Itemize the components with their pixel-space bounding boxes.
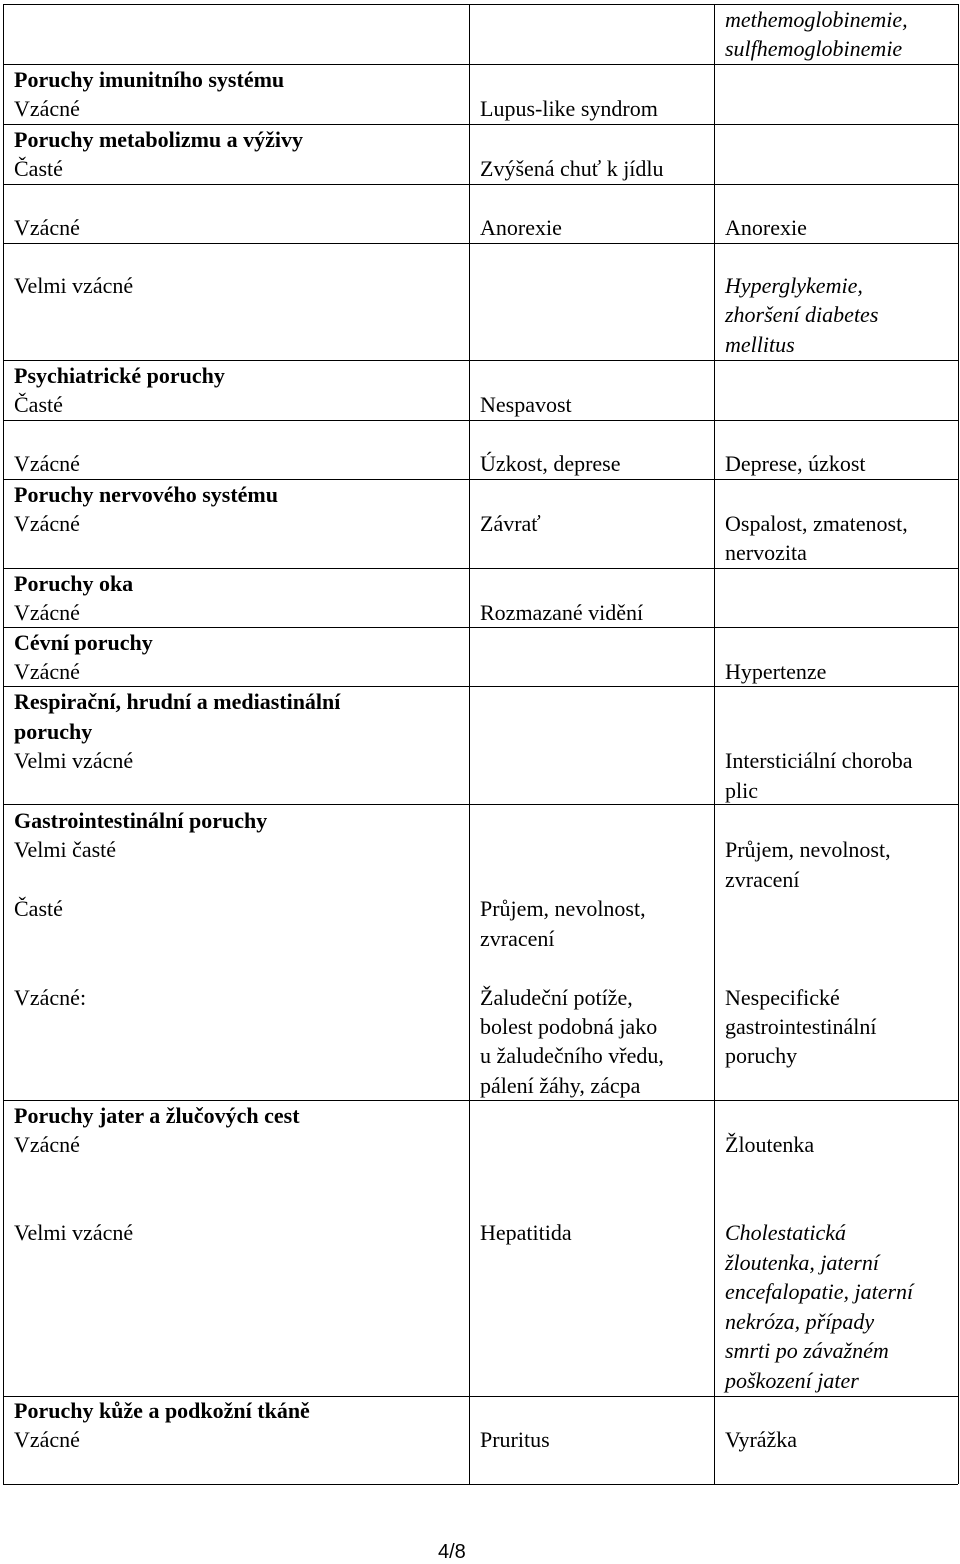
adverse-effect: Pruritus	[480, 1427, 550, 1452]
adverse-effect: Zvýšená chuť k jídlu	[480, 156, 664, 181]
organ-class-heading: Poruchy imunitního systému	[14, 67, 285, 92]
frequency-label: Vzácné	[14, 511, 80, 536]
adverse-effect: Anorexie	[480, 215, 562, 240]
frequency-label: Vzácné	[14, 1132, 80, 1157]
undesirable-effect: Vyrážka	[725, 1427, 798, 1452]
column-divider-1	[469, 4, 470, 1484]
undesirable-effect: žloutenka, jaterní	[725, 1250, 879, 1275]
undesirable-effect: Intersticiální choroba	[725, 748, 913, 773]
organ-class-heading: Poruchy oka	[14, 571, 134, 596]
organ-class-heading: Cévní poruchy	[14, 630, 153, 655]
frequency-label: Časté	[14, 896, 63, 921]
undesirable-effect: plic	[725, 778, 758, 803]
row-divider	[3, 184, 958, 185]
undesirable-effect: nervozita	[725, 540, 807, 565]
row-divider	[3, 804, 958, 805]
organ-class-heading: Respirační, hrudní a mediastinální	[14, 689, 341, 714]
frequency-label: Velmi vzácné	[14, 1220, 134, 1245]
organ-class-heading: Gastrointestinální poruchy	[14, 808, 268, 833]
row-divider	[3, 243, 958, 244]
organ-class-heading: Poruchy metabolizmu a výživy	[14, 127, 304, 152]
frequency-label: Vzácné:	[14, 985, 87, 1010]
row-divider	[3, 420, 958, 421]
undesirable-effect: Žloutenka	[725, 1132, 815, 1157]
frequency-label: Vzácné	[14, 600, 80, 625]
undesirable-effect: gastrointestinální	[725, 1014, 877, 1039]
undesirable-effect: zhoršení diabetes	[725, 302, 879, 327]
adverse-effect: Nespavost	[480, 392, 572, 417]
adverse-effect: bolest podobná jako	[480, 1014, 658, 1039]
adverse-effect: Průjem, nevolnost,	[480, 896, 646, 921]
row-divider	[3, 568, 958, 569]
undesirable-effect: poruchy	[725, 1043, 798, 1068]
adverse-effect: Hepatitida	[480, 1220, 572, 1245]
undesirable-effect: Hypertenze	[725, 659, 827, 684]
table-border-right	[958, 4, 959, 1484]
undesirable-effect: zvracení	[725, 867, 800, 892]
undesirable-effect: Hyperglykemie,	[725, 273, 863, 298]
frequency-label: Velmi časté	[14, 837, 117, 862]
undesirable-effect: Ospalost, zmatenost,	[725, 511, 908, 536]
frequency-label: Časté	[14, 392, 63, 417]
organ-class-heading: poruchy	[14, 719, 93, 744]
column-divider-2	[714, 4, 715, 1484]
undesirable-effect: nekróza, případy	[725, 1309, 875, 1334]
frequency-label: Vzácné	[14, 451, 80, 476]
frequency-label: Vzácné	[14, 1427, 80, 1452]
adverse-effect: Žaludeční potíže,	[480, 985, 633, 1010]
frequency-label: Vzácné	[14, 96, 80, 121]
undesirable-effect: Deprese, úzkost	[725, 451, 866, 476]
page-number: 4/8	[438, 1541, 466, 1563]
adverse-effect: u žaludečního vředu,	[480, 1043, 664, 1068]
frequency-label: Velmi vzácné	[14, 748, 134, 773]
table-border-left	[3, 4, 4, 1484]
adverse-effect: zvracení	[480, 926, 555, 951]
undesirable-effect: methemoglobinemie,	[725, 7, 908, 32]
undesirable-effect: Průjem, nevolnost,	[725, 837, 891, 862]
frequency-label: Velmi vzácné	[14, 273, 134, 298]
organ-class-heading: Poruchy nervového systému	[14, 482, 278, 507]
adverse-effect: Rozmazané vidění	[480, 600, 644, 625]
adverse-effect: pálení žáhy, zácpa	[480, 1073, 641, 1098]
undesirable-effect: poškození jater	[725, 1368, 859, 1393]
organ-class-heading: Poruchy jater a žlučových cest	[14, 1103, 300, 1128]
frequency-label: Časté	[14, 156, 63, 181]
organ-class-heading: Psychiatrické poruchy	[14, 363, 225, 388]
frequency-label: Vzácné	[14, 215, 80, 240]
undesirable-effect: Anorexie	[725, 215, 807, 240]
undesirable-effect: Cholestatická	[725, 1220, 846, 1245]
undesirable-effect: Nespecifické	[725, 985, 840, 1010]
organ-class-heading: Poruchy kůže a podkožní tkáně	[14, 1398, 310, 1423]
adverse-effect: Úzkost, deprese	[480, 451, 621, 476]
undesirable-effect: smrti po závažném	[725, 1338, 889, 1363]
frequency-label: Vzácné	[14, 659, 80, 684]
adverse-effect: Závrať	[480, 511, 541, 536]
undesirable-effect: encefalopatie, jaterní	[725, 1279, 914, 1304]
undesirable-effect: mellitus	[725, 332, 795, 357]
table-border-bottom	[3, 1484, 958, 1485]
adverse-effect: Lupus-like syndrom	[480, 96, 658, 121]
undesirable-effect: sulfhemoglobinemie	[725, 36, 903, 61]
